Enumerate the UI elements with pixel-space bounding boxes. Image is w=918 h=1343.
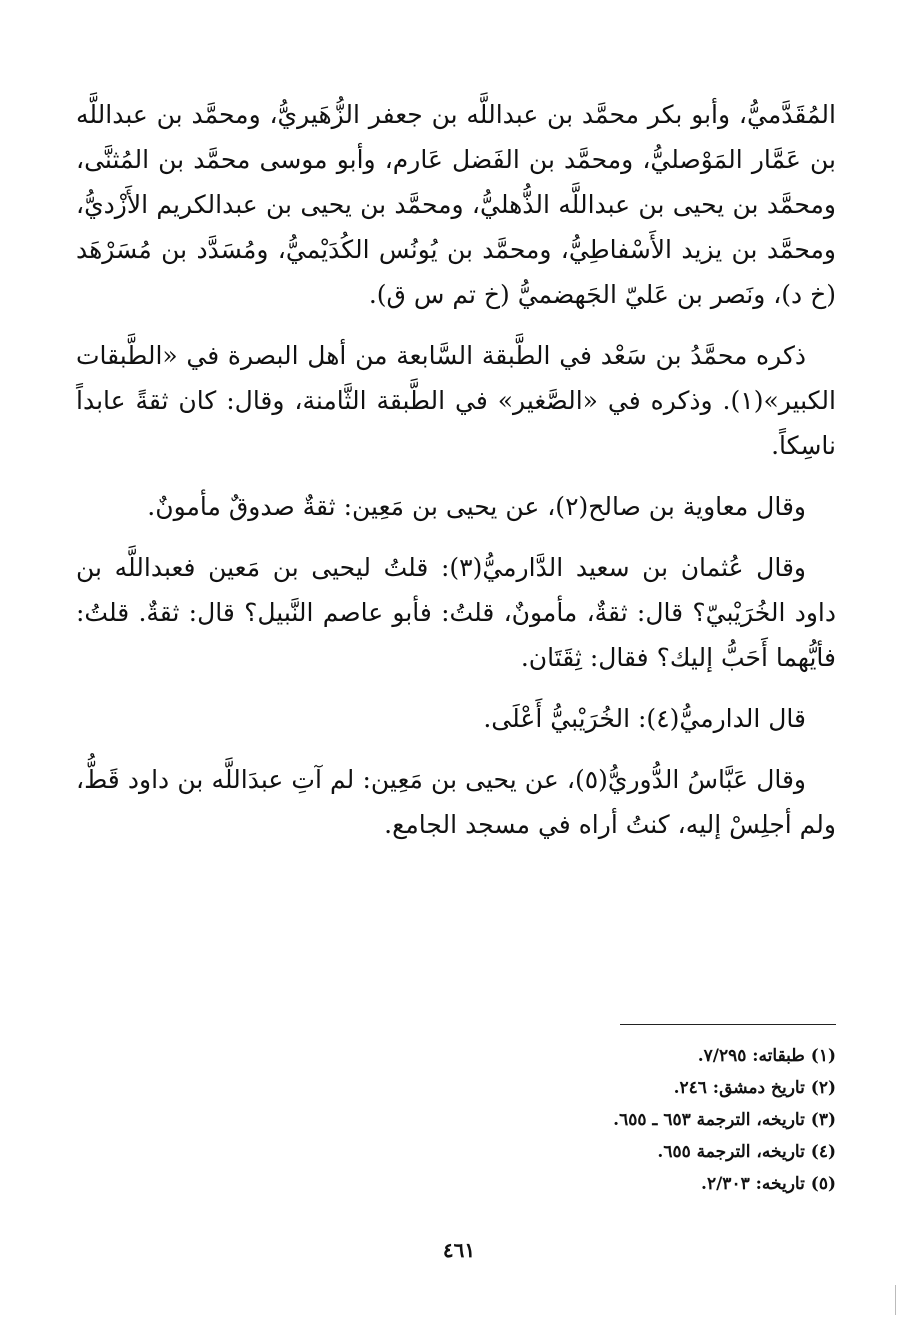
paragraph-2: ذكره محمَّدُ بن سَعْد في الطَّبقة السَّابعة من أهل البصرة في «الطَّبقات الكبير»(١). وذكره في «الصَّغير» في الطَّبقة الثَّامنة، وقال: كان ثقةً عابداً ناسِكاً. — [76, 341, 836, 460]
paragraph-3: وقال معاوية بن صالح(٢)، عن يحيى بن مَعِين: ثقةٌ صدوقٌ مأمونٌ. — [147, 492, 806, 521]
footnote-separator — [620, 1024, 836, 1025]
paragraph-4: وقال عُثمان بن سعيد الدَّارميُّ(٣): قلتُ ليحيى بن مَعين فعبداللَّه بن داود الخُرَيْبيّ؟ قال: ثقةٌ، مأمونٌ، قلتُ: فأبو عاصم النَّبيل؟ قال: ثقةٌ. قلتُ: فأيُّهما أَحَبُّ إليك؟ فقال: ثِقَتَان. — [76, 553, 836, 672]
footnote-2: (٢) تاريخ دمشق: ٢٤٦. — [673, 1078, 836, 1098]
footnote-3: (٣) تاريخه، الترجمة ٦٥٣ ـ ٦٥٥. — [613, 1110, 836, 1130]
footnote-1: (١) طبقاته: ٧/٢٩٥. — [697, 1046, 836, 1066]
footnote-4: (٤) تاريخه، الترجمة ٦٥٥. — [657, 1142, 836, 1162]
main-text — [76, 92, 836, 863]
page-edge-mark — [895, 1285, 896, 1315]
footnotes — [236, 1040, 836, 1200]
paragraph-5: قال الدارميُّ(٤): الخُرَيْبيُّ أَعْلَى. — [483, 704, 806, 733]
paragraph-6: وقال عَبَّاسُ الدُّوريُّ(٥)، عن يحيى بن مَعِين: لم آتِ عبدَاللَّه بن داود قَطُّ، ولم أجلِسْ إليه، كنتُ أراه في مسجد الجامع. — [76, 765, 836, 839]
paragraph-1: المُقَدَّميُّ، وأبو بكر محمَّد بن عبداللَّه بن جعفر الزُّهَيريُّ، ومحمَّد بن عبداللَّه بن عَمَّار المَوْصليُّ، ومحمَّد بن الفَضل عَارم، وأبو موسى محمَّد بن المُثنَّى، ومحمَّد بن يحيى بن عبداللَّه الذُّهليُّ، ومحمَّد بن يحيى بن عبدالكريم الأَزْديُّ، ومحمَّد بن يزيد الأَسْفاطِيُّ، ومحمَّد بن يُونُس الكُدَيْميُّ، ومُسَدَّد بن مُسَرْهَد (خ د)، ونَصر بن عَليّ الجَهضميُّ (خ تم س ق). — [76, 100, 836, 309]
page-number: ٤٦١ — [442, 1238, 476, 1262]
footnote-5: (٥) تاريخه: ٢/٣٠٣. — [701, 1174, 836, 1194]
